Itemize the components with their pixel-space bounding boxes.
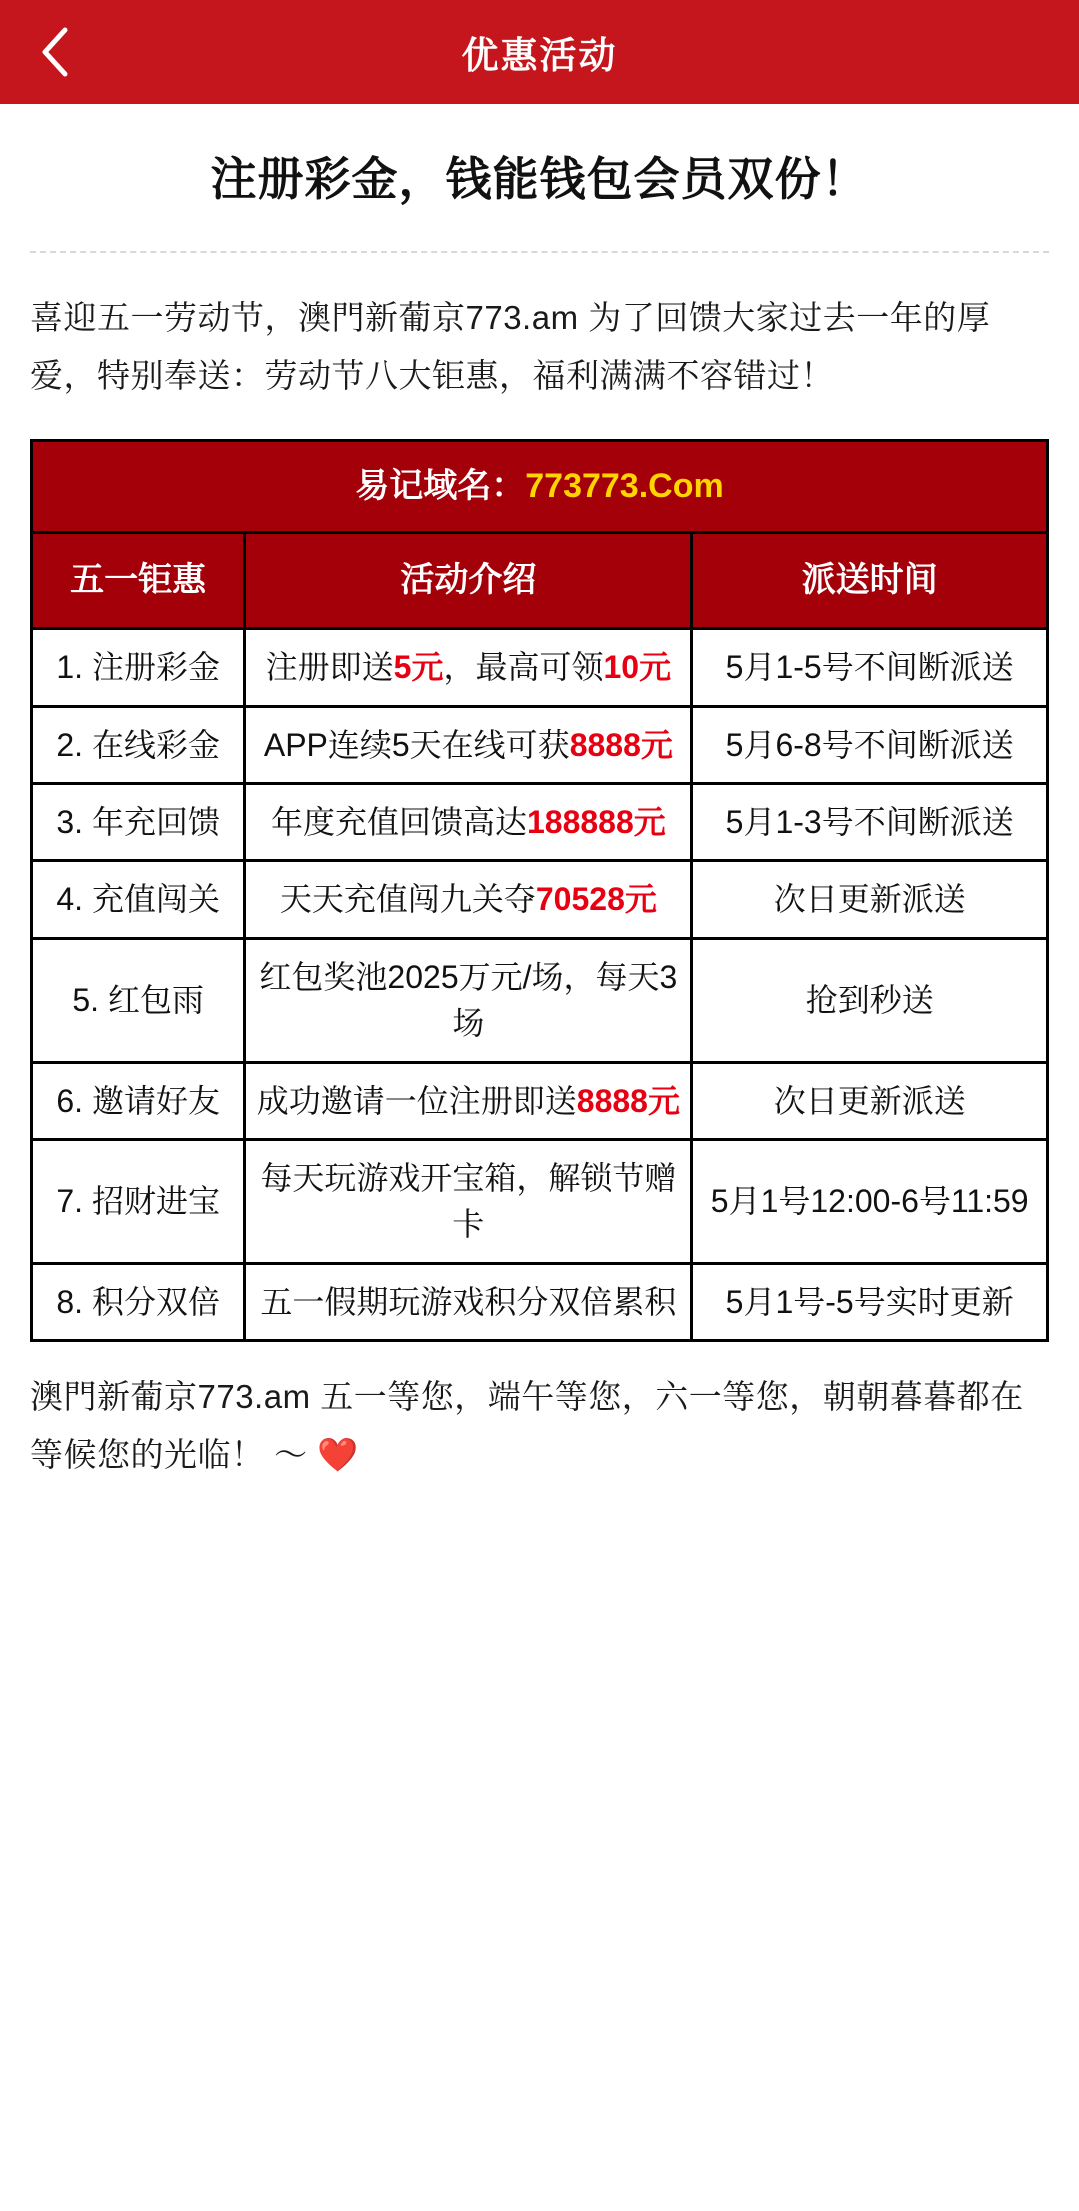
column-header-desc: 活动介绍 [245,532,692,628]
row-desc [245,938,692,1062]
row-desc [245,861,692,938]
row-name: 3. 年充回馈 [32,784,245,861]
row-time: 5月1-3号不间断派送 [692,784,1048,861]
domain-label: 易记域名： [355,466,526,505]
desc-pre: APP连续5天在线可获 [263,726,570,763]
row-name: 1. 注册彩金 [32,629,245,706]
page-content [0,152,1079,1484]
table-row [32,706,1048,783]
row-time: 5月1号-5号实时更新 [692,1263,1048,1340]
table-row [32,784,1048,861]
promo-headline: 注册彩金，钱能钱包会员双份！ [210,153,869,205]
chevron-left-icon [38,25,72,79]
table-row [32,1263,1048,1340]
desc-pre: 注册即送 [265,649,394,686]
desc-pre: 年度充值回馈高达 [270,804,527,841]
desc-pre: 五一假期玩游戏积分双倍累积 [260,1283,677,1320]
row-desc [245,784,692,861]
desc-pre: 红包奖池2025万元/场，每天3场 [259,958,678,1042]
row-time: 抢到秒送 [692,938,1048,1062]
column-header-name: 五一钜惠 [32,532,245,628]
row-name: 7. 招财进宝 [32,1140,245,1264]
table-row [32,1140,1048,1264]
row-desc [245,1062,692,1139]
row-name: 8. 积分双倍 [32,1263,245,1340]
table-row [32,938,1048,1062]
row-desc [245,1140,692,1264]
row-time: 5月1-5号不间断派送 [692,629,1048,706]
column-header-time: 派送时间 [692,532,1048,628]
desc-pre: 成功邀请一位注册即送 [256,1082,577,1119]
desc-highlight-1: 5元 [393,649,444,686]
divider [30,251,1049,253]
table-header-row [32,532,1048,628]
app-header [0,0,1079,104]
row-time: 5月1号12:00-6号11:59 [692,1140,1048,1264]
row-name: 4. 充值闯关 [32,861,245,938]
table-domain-row [32,440,1048,532]
desc-mid: ，最高可领 [443,649,604,686]
table-row [32,1062,1048,1139]
desc-highlight-1: 8888元 [576,1082,680,1119]
intro-paragraph: 喜迎五一劳动节，澳門新葡京773.am 为了回馈大家过去一年的厚爱，特别奉送：劳动节八大钜惠，福利满满不容错过！ [30,299,991,394]
row-desc [245,629,692,706]
row-name: 5. 红包雨 [32,938,245,1062]
row-time: 次日更新派送 [692,1062,1048,1139]
row-time: 次日更新派送 [692,861,1048,938]
domain-value: 773773.Com [525,466,724,505]
promotions-table [30,439,1049,1343]
desc-highlight-2: 10元 [603,649,672,686]
desc-highlight-1: 188888元 [526,804,666,841]
desc-highlight-1: 8888元 [569,726,673,763]
row-desc [245,1263,692,1340]
domain-cell [32,440,1048,532]
desc-pre: 每天玩游戏开宝箱，解锁节赠卡 [260,1160,677,1243]
desc-pre: 天天充值闯九关夺 [279,881,536,918]
row-desc [245,706,692,783]
desc-highlight-1: 70528元 [535,881,657,918]
row-time: 5月6-8号不间断派送 [692,706,1048,783]
table-row [32,629,1048,706]
row-name: 2. 在线彩金 [32,706,245,783]
row-name: 6. 邀请好友 [32,1062,245,1139]
page-title: 优惠活动 [461,35,618,76]
outro-paragraph: 澳門新葡京773.am 五一等您，端午等您，六一等您，朝朝暮暮都在等候您的光临！ ～ ❤️ [30,1378,1024,1473]
back-button[interactable] [28,25,82,79]
table-row [32,861,1048,938]
